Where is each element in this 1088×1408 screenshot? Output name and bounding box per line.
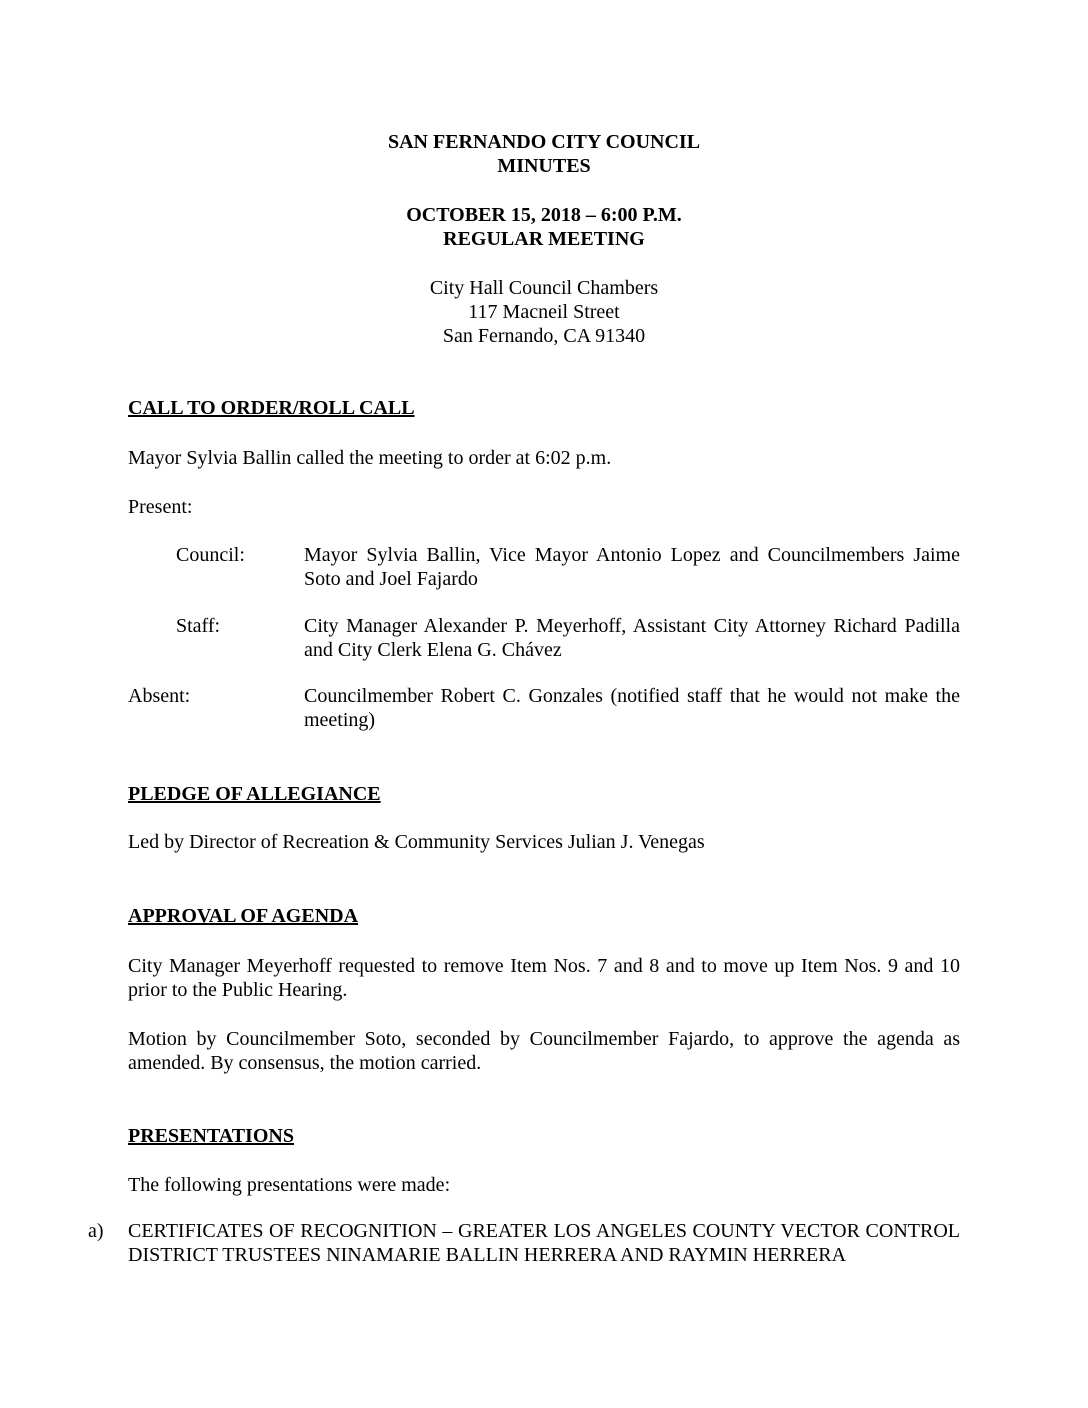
location-line-1: City Hall Council Chambers <box>429 277 659 299</box>
present-label: Present: <box>128 496 193 518</box>
pledge-text: Led by Director of Recreation & Community Services Julian J. Venegas <box>128 831 705 853</box>
document-subtitle: MINUTES <box>497 155 591 177</box>
council-members: Mayor Sylvia Ballin, Vice Mayor Antonio Lopez and Councilmembers Jaime Soto and Joel Fajardo <box>304 544 960 590</box>
section-heading-presentations: PRESENTATIONS <box>128 1125 294 1147</box>
absent-label: Absent: <box>128 685 191 707</box>
staff-members: City Manager Alexander P. Meyerhoff, Assistant City Attorney Richard Padilla and City Clerk Elena G. Chávez <box>304 615 960 661</box>
section-heading-call-to-order: CALL TO ORDER/ROLL CALL <box>128 397 415 419</box>
presentations-intro: The following presentations were made: <box>128 1174 451 1196</box>
location-line-3: San Fernando, CA 91340 <box>442 325 646 347</box>
council-label: Council: <box>176 544 245 566</box>
call-to-order-statement: Mayor Sylvia Ballin called the meeting to order at 6:02 p.m. <box>128 447 612 469</box>
location-line-2: 117 Macneil Street <box>468 301 620 323</box>
staff-label: Staff: <box>176 615 221 637</box>
list-item: CERTIFICATES OF RECOGNITION – GREATER LOS ANGELES COUNTY VECTOR CONTROL DISTRICT TRUSTEES NINAMARIE BALLIN HERRERA AND RAYMIN HERRERA <box>128 1220 960 1266</box>
agenda-paragraph-1: City Manager Meyerhoff requested to remove Item Nos. 7 and 8 and to move up Item Nos. 9 and 10 prior to the Public Hearing. <box>128 955 960 1001</box>
list-item-marker: a) <box>88 1220 104 1242</box>
meeting-type: REGULAR MEETING <box>443 228 645 250</box>
agenda-paragraph-2: Motion by Councilmember Soto, seconded by Councilmember Fajardo, to approve the agenda as amended. By consensus, the motion carried. <box>128 1028 960 1074</box>
section-heading-agenda: APPROVAL OF AGENDA <box>128 905 359 927</box>
section-heading-pledge: PLEDGE OF ALLEGIANCE <box>128 783 381 805</box>
absent-members: Councilmember Robert C. Gonzales (notified staff that he would not make the meeting) <box>304 685 960 731</box>
document-title: SAN FERNANDO CITY COUNCIL <box>387 131 701 153</box>
meeting-date: OCTOBER 15, 2018 – 6:00 P.M. <box>406 204 682 226</box>
